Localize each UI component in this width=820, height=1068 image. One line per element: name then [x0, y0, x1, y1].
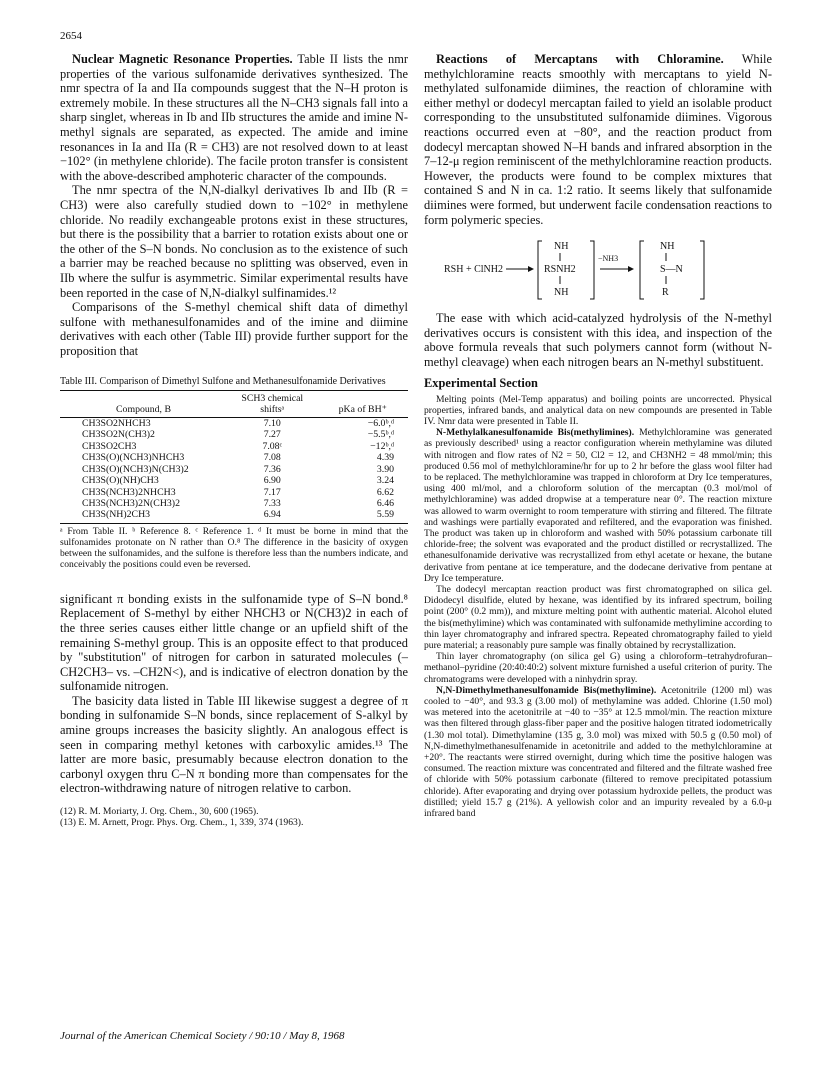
mercaptan-paragraph-2: The ease with which acid-catalyzed hydrolysis of the N-methyl derivatives occurs is consistent with this idea, and inspection of the above formula reveals that such polymers cannot form (without N-methyl cleavage) when each nitrogen bears an N-methyl substituent. — [424, 311, 772, 369]
nmr-paragraph-2: The nmr spectra of the N,N-dialkyl derivatives Ib and IIb (R = CH3) were also carefully studied down to −102° in methylene chloride. No readily exchangeable protons exist in these structures, but there is the possibility that a barrier to rotation exists about one or the other of the S–N bonds. No conclusion as to the existence of such a barrier may be reached because no splitting was observed, even in IIb where the sulfur is asymmetric. Similar experimental results have been reported in the case of N,N-dialkyl sulfinamides.¹² — [60, 183, 408, 300]
paragraph-4: significant π bonding exists in the sulfonamide type of S–N bond.⁸ Replacement of S-methyl by either NHCH3 or N(CH3)2 in each of the three series causes either little change or an upfield shift of the remaining S-methyl group. This is an opposite effect to that produced by "substitution" of nitrogen for carbon in saturated molecules (–CH2CH3– vs. –CH2N<), and is indicative of electron donation by the sulfonamide nitrogen. — [60, 591, 408, 694]
table-row: CH3S(NCH3)2NHCH3 7.17 6.62 — [82, 486, 394, 498]
scheme-center: RSNH2 — [544, 264, 576, 276]
exp-paragraph-5: N,N-Dimethylmethanesulfonamide Bis(methylimine). Acetonitrile (1200 ml) was cooled to −40°, and 93.3 g (3.00 mol) of methylamine was added. Chlorine (1.50 mol) was metered into the acetonitrile at −40 to −35° at 12.5 mmol/min. The reaction mixture was then filtered through glass-fiber paper and the positive halogen titrated iodometrically (1.30 mol total). Dimethylamine (135 g, 3.0 mol) was mixed with 50.5 g (0.50 mol) of N,N-dimethylmethanesulfenamide in acetonitrile and added to the methylchloramine at +20°. The reactants were stirred overnight, during which time the positive halogen was consumed. The reaction mixture was concentrated and filtered and the filtrate washed free of chloride with 50% potassium carbonate (filtered to remove precipitated potassium chloride). After evaporating and drying over potassium hydroxide pellets, the product was distilled; yield 15.7 g (21%). A yellowish color and an impurity revealed by a 6.0-μ infrared band — [424, 684, 772, 820]
scheme-reactant: RSH + ClNH2 — [444, 264, 503, 276]
reference-12: (12) R. M. Moriarty, J. Org. Chem., 30, 600 (1965). — [60, 806, 259, 818]
exp-heading-5: N,N-Dimethylmethanesulfonamide Bis(methylimine). — [436, 684, 657, 696]
table-row: CH3S(O)(NCH3)N(CH3)2 7.36 3.90 — [82, 463, 394, 475]
table-row: CH3SO2NHCH3 7.10 −6.0ᵇ,ᵈ — [82, 418, 394, 430]
scheme-nh-right: NH — [660, 241, 675, 253]
journal-footer: Journal of the American Chemical Society / 90:10 / May 8, 1968 — [60, 1030, 345, 1042]
exp-heading-2: N-Methylalkanesulfonamide Bis(methylimines). — [436, 427, 635, 439]
reaction-scheme-graphic — [424, 231, 772, 305]
mercaptan-heading: Reactions of Mercaptans with Chloramine. — [436, 52, 724, 66]
scheme-sn: S—N — [660, 264, 683, 276]
table-row: CH3S(NH)2CH3 6.94 5.59 — [60, 509, 408, 523]
experimental-heading: Experimental Section — [424, 375, 538, 390]
nmr-heading: Nuclear Magnetic Resonance Properties. — [72, 52, 293, 66]
table-row: CH3SO2CH3 7.08ᶜ −12ᵇ,ᵈ — [82, 440, 394, 452]
scheme-r: R — [662, 287, 669, 299]
nmr-paragraph-1: Nuclear Magnetic Resonance Properties. Table II lists the nmr properties of the various sulfonamide derivatives synthesized. The nmr spectra of Ia and IIa compounds suggest that the N–H proton is extremely mobile. In these structures all the N–CH3 signals fall into a sharp singlet, whereas in Ib and IIb structures the amide and imine N-methyl signals are separated, as expected. The amide and imine resonances in Ia and IIa (R = CH3) are not resolved down to at least −102° (in methylene chloride). The facile proton transfer is consistent with the above-described amphoteric character of the compounds. — [60, 52, 408, 183]
table-row: CH3S(O)(NH)CH3 6.90 3.24 — [82, 475, 394, 487]
scheme-nh-bottom: NH — [554, 287, 569, 299]
left-column — [60, 52, 408, 828]
exp-paragraph-3: The dodecyl mercaptan reaction product was first chromatographed on silica gel. Didodecyl disulfide, eluted by hexane, was identified by its infrared spectrum, boiling point (200° (0.2 mm)), and mixture melting point with authentic material. Alcohol eluted the bis(methylimine) which was contaminated with sulfonamide methylimine according to thin layer chromatography and infrared spectra. Repeated chromatography failed to yield pure material; a reasonably pure sample was finally obtained by recrystallization. — [424, 583, 772, 651]
table-header-shifts: SCH3 chemical shiftsᵃ — [227, 391, 317, 418]
table-row: CH3SO2N(CH3)2 7.27 −5.5ᵇ,ᵈ — [82, 429, 394, 441]
references — [60, 806, 408, 828]
table-footnotes: ᵃ From Table II. ᵇ Reference 8. ᶜ Reference 1. ᵈ It must be borne in mind that the sulfonamides protonate on N rather than O.⁸ The difference in the basicity of oxygen between the sulfonamides, and the sulfone is therefore less than the numbers indicate, and conceivably the positions could even be reversed. — [60, 525, 408, 570]
scheme-minus-nh3: −NH3 — [598, 254, 619, 264]
right-column — [424, 52, 772, 819]
comparison-table — [60, 390, 408, 524]
nmr-paragraph-3: Comparisons of the S-methyl chemical shift data of dimethyl sulfone with methanesulfonamides and of the imine and diimine derivatives with each other (Table III) provide further support for the proposition that — [60, 300, 408, 358]
mercaptan-paragraph-1: Reactions of Mercaptans with Chloramine. While methylchloramine reacts smoothly with mercaptans to yield N-methylated sulfonamide diimines, the reaction of chloramine with either methyl or dodecyl mercaptan failed to yield an isolable product corresponding to the unsubstituted sulfonamide diimines. Vigorous reactions occurred even at −80°, and the reaction product from dodecyl mercaptan showed N–H bands and infrared absorption in the 7–12-μ region reminiscent of the methylchloramine reaction products. However, the products were found to be complex mixtures that contained S and N in ca. 1:2 ratio. It seems likely that sulfonamide diimines were formed, but underwent facile condensation reactions to form polymeric species. — [424, 52, 772, 227]
exp-paragraph-4: Thin layer chromatography (on silica gel G) using a chloroform–tetrahydrofuran–methanol–pyridine (20:40:40:2) solvent mixture furnished a useful criterion of purity. The chromatograms were developed with a ninhydrin spray. — [424, 651, 772, 685]
exp-paragraph-1: Melting points (Mel-Temp apparatus) and boiling points are uncorrected. Physical properties, infrared bands, and analytical data on new compounds are presented in Table IV. Nmr data were presented in Table II. — [424, 393, 772, 427]
table-row: CH3S(O)(NCH3)NHCH3 7.08 4.39 — [82, 452, 394, 464]
table-iii — [60, 376, 408, 569]
reference-13: (13) E. M. Arnett, Progr. Phys. Org. Chem., 1, 339, 374 (1963). — [60, 817, 304, 829]
table-header-pka: pKa of BH⁺ — [318, 391, 409, 418]
paragraph-5: The basicity data listed in Table III likewise suggest a degree of π bonding in sulfonamide S–N bonds, since replacement of S-alkyl by amine groups increases the basicity slightly. An analogous effect is seen in comparing methyl ketones with carboxylic amides.¹³ The latter are more basic, presumably because electron donation to the carbonyl oxygen thru C–N π bonding more than compensates for the electron-withdrawing nature of nitrogen relative to carbon. — [60, 693, 408, 796]
exp-paragraph-2: N-Methylalkanesulfonamide Bis(methylimines). Methylchloramine was generated as previously described¹ using a reactor configuration wherein methylamine was diluted with nitrogen and flow rates of N2 = 50, Cl2 = 12, and CH3NH2 = 48 mmol/min; this produced 0.56 mol of methylchloramine/hr for up to 2 hr before the glass wool filter had to be replaced. The methylchloramine was trapped in chloroform at Dry Ice temperatures, using 400 ml/mol, and a chloroform solution of the mercaptan (0.3 mol/mol of methylchloramine) was added dropwise at a temperature near 0°. The reaction mixture was allowed to warm overnight to room temperature with stirring and filtered. The filtrate and washings were partially evaporated and refiltered, and the evaporation was finished. The product was taken up in chloroform and washed with 50% potassium carbonate till chloride-free; the solvent was evaporated and the product distilled or recrystallized. The ethanesulfonamide derivative was recrystallized from ethyl acetate or hexane, the butane derivative from pentane at ice temperature, and the dodecane derivative from pentane at Dry Ice temperature. — [424, 427, 772, 584]
table-caption: Table III. Comparison of Dimethyl Sulfone and Methanesulfonamide Derivatives — [60, 376, 386, 388]
table-row: CH3S(NCH3)2N(CH3)2 7.33 6.46 — [82, 497, 394, 509]
scheme-nh-top: NH — [554, 241, 569, 253]
table-header-compound: Compound, B — [60, 391, 227, 418]
page-number: 2654 — [60, 30, 82, 42]
reaction-scheme — [424, 231, 772, 305]
